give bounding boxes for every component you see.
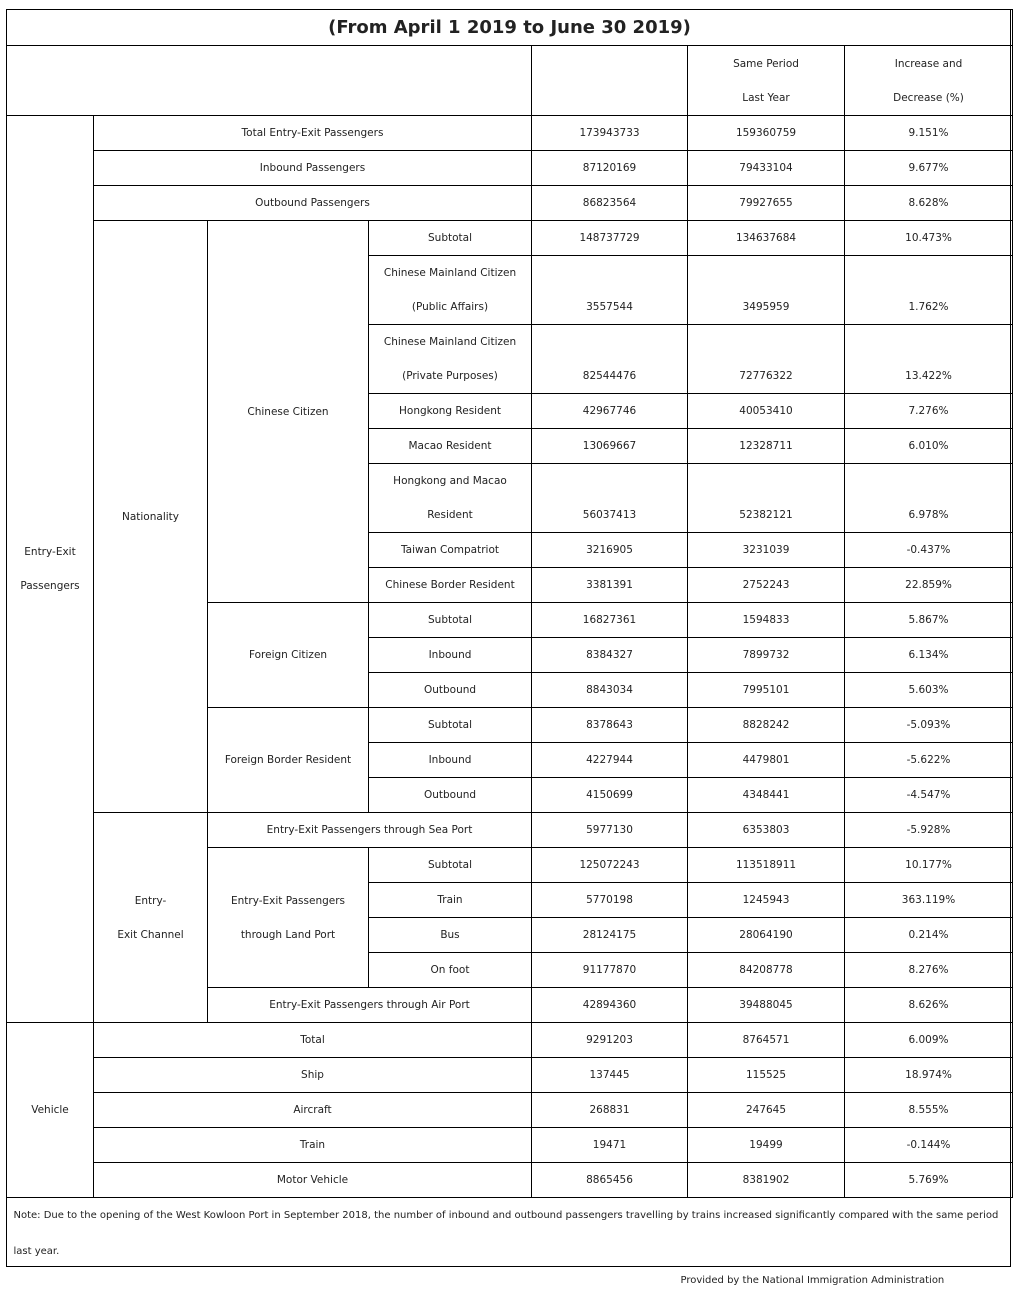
- group-chinese-citizen: Chinese Citizen: [208, 221, 369, 603]
- row-label-l1: Chinese Mainland Citizen: [383, 336, 517, 348]
- value-current: 42967746: [532, 394, 688, 429]
- value-last-year: 4479801: [688, 743, 845, 778]
- note-row: [7, 1198, 1013, 1271]
- value-current: 137445: [532, 1058, 688, 1093]
- value-last-year: 79927655: [688, 186, 845, 221]
- value-current: 148737729: [532, 221, 688, 256]
- value-last-year: 84208778: [688, 953, 845, 988]
- value-last-year: 7899732: [688, 638, 845, 673]
- value-change: -0.144%: [845, 1128, 1013, 1163]
- row-label-l1: Hongkong and Macao: [393, 475, 507, 487]
- row-label: [369, 464, 532, 533]
- value-last-year: 3231039: [688, 533, 845, 568]
- value-current: 19471: [532, 1128, 688, 1163]
- value-last-year: 28064190: [688, 918, 845, 953]
- row-label: Hongkong Resident: [369, 394, 532, 429]
- value-last-year: 39488045: [688, 988, 845, 1023]
- group-foreign-citizen: Foreign Citizen: [208, 603, 369, 708]
- row-label: Subtotal: [369, 221, 532, 256]
- row-label: Train: [94, 1128, 532, 1163]
- value-current: 4150699: [532, 778, 688, 813]
- table-row: [7, 1058, 1013, 1093]
- value-current: 28124175: [532, 918, 688, 953]
- row-label: Outbound Passengers: [94, 186, 532, 221]
- value-current: 9291203: [532, 1023, 688, 1058]
- group-foreign-border-resident: Foreign Border Resident: [208, 708, 369, 813]
- row-label: Ship: [94, 1058, 532, 1093]
- row-label-l2: Resident: [427, 509, 473, 521]
- value-last-year: 113518911: [688, 848, 845, 883]
- header-change-l2: Decrease (%): [893, 91, 964, 104]
- value-current: 86823564: [532, 186, 688, 221]
- value-last-year: 40053410: [688, 394, 845, 429]
- value-current: 8843034: [532, 673, 688, 708]
- group-passengers: [7, 116, 94, 1023]
- row-label: Inbound: [369, 743, 532, 778]
- header-last-year-l2: Last Year: [742, 91, 790, 104]
- table-row: [7, 151, 1013, 186]
- table-row: [7, 116, 1013, 151]
- group-passengers-l2: Passengers: [20, 580, 80, 592]
- value-last-year: 4348441: [688, 778, 845, 813]
- row-label: On foot: [369, 953, 532, 988]
- value-current: 5770198: [532, 883, 688, 918]
- row-label: Subtotal: [369, 603, 532, 638]
- row-label: Outbound: [369, 673, 532, 708]
- value-change: 8.628%: [845, 186, 1013, 221]
- header-row: [7, 46, 1013, 116]
- value-current: 82544476: [532, 325, 688, 394]
- row-label: Subtotal: [369, 708, 532, 743]
- value-current: 125072243: [532, 848, 688, 883]
- value-last-year: 52382121: [688, 464, 845, 533]
- value-last-year: 3495959: [688, 256, 845, 325]
- value-change: 6.009%: [845, 1023, 1013, 1058]
- value-change: 10.473%: [845, 221, 1013, 256]
- group-passengers-l1: Entry-Exit: [24, 546, 76, 558]
- group-nationality: Nationality: [94, 221, 208, 813]
- value-change: 8.276%: [845, 953, 1013, 988]
- value-last-year: 134637684: [688, 221, 845, 256]
- header-current: [532, 46, 688, 116]
- value-last-year: 7995101: [688, 673, 845, 708]
- value-change: 7.276%: [845, 394, 1013, 429]
- value-current: 8865456: [532, 1163, 688, 1198]
- value-change: 5.603%: [845, 673, 1013, 708]
- value-current: 4227944: [532, 743, 688, 778]
- value-change: 9.151%: [845, 116, 1013, 151]
- row-label: Inbound Passengers: [94, 151, 532, 186]
- group-channel-l2: Exit Channel: [117, 928, 184, 941]
- value-change: -5.928%: [845, 813, 1013, 848]
- value-last-year: 8381902: [688, 1163, 845, 1198]
- row-label: Macao Resident: [369, 429, 532, 464]
- value-current: 91177870: [532, 953, 688, 988]
- group-channel: [94, 813, 208, 1023]
- row-label: [369, 256, 532, 325]
- value-last-year: 19499: [688, 1128, 845, 1163]
- group-vehicle: Vehicle: [7, 1023, 94, 1198]
- value-change: 8.555%: [845, 1093, 1013, 1128]
- value-change: 5.867%: [845, 603, 1013, 638]
- value-change: -5.093%: [845, 708, 1013, 743]
- row-label: Total Entry-Exit Passengers: [94, 116, 532, 151]
- row-label: Entry-Exit Passengers through Air Port: [208, 988, 532, 1023]
- footnote: Note: Due to the opening of the West Kowloon Port in September 2018, the number of inbound and outbound passengers travelling by trains increased significantly compared with the same period last year.: [13, 1210, 999, 1257]
- row-label: Train: [369, 883, 532, 918]
- value-last-year: 12328711: [688, 429, 845, 464]
- table-row: [7, 186, 1013, 221]
- table-row: [7, 1163, 1013, 1198]
- value-current: 87120169: [532, 151, 688, 186]
- group-land-port-l2: through Land Port: [240, 928, 336, 941]
- row-label: Inbound: [369, 638, 532, 673]
- row-label: Bus: [369, 918, 532, 953]
- group-land-port-l1: Entry-Exit Passengers: [230, 894, 346, 907]
- row-label: [369, 325, 532, 394]
- value-change: 0.214%: [845, 918, 1013, 953]
- value-current: 3216905: [532, 533, 688, 568]
- row-label: Subtotal: [369, 848, 532, 883]
- value-change: 8.626%: [845, 988, 1013, 1023]
- value-change: 6.134%: [845, 638, 1013, 673]
- value-last-year: 8764571: [688, 1023, 845, 1058]
- value-last-year: 1245943: [688, 883, 845, 918]
- provided-by: Provided by the National Immigration Administration: [680, 1275, 945, 1286]
- group-land-port: [208, 848, 369, 988]
- provided-row: [7, 1270, 1013, 1302]
- value-current: 16827361: [532, 603, 688, 638]
- table-row: [7, 221, 1013, 256]
- value-current: 56037413: [532, 464, 688, 533]
- row-label: Total: [94, 1023, 532, 1058]
- value-last-year: 72776322: [688, 325, 845, 394]
- value-change: 10.177%: [845, 848, 1013, 883]
- value-change: -0.437%: [845, 533, 1013, 568]
- value-change: 6.010%: [845, 429, 1013, 464]
- value-change: 13.422%: [845, 325, 1013, 394]
- value-change: -5.622%: [845, 743, 1013, 778]
- row-label: Motor Vehicle: [94, 1163, 532, 1198]
- value-current: 3557544: [532, 256, 688, 325]
- value-last-year: 79433104: [688, 151, 845, 186]
- row-label: Taiwan Compatriot: [369, 533, 532, 568]
- value-current: 42894360: [532, 988, 688, 1023]
- value-change: 363.119%: [845, 883, 1013, 918]
- value-last-year: 6353803: [688, 813, 845, 848]
- table-row: [7, 813, 1013, 848]
- value-current: 8378643: [532, 708, 688, 743]
- value-last-year: 247645: [688, 1093, 845, 1128]
- row-label-l1: Chinese Mainland Citizen: [383, 267, 517, 279]
- table-row: [7, 1023, 1013, 1058]
- value-current: 13069667: [532, 429, 688, 464]
- value-last-year: 1594833: [688, 603, 845, 638]
- value-change: 22.859%: [845, 568, 1013, 603]
- header-blank: [7, 46, 532, 116]
- value-last-year: 2752243: [688, 568, 845, 603]
- page-title: (From April 1 2019 to June 30 2019): [7, 10, 1013, 46]
- row-label-l2: (Public Affairs): [411, 301, 489, 313]
- table-row: [7, 1093, 1013, 1128]
- header-change-l1: Increase and: [894, 57, 963, 70]
- title-row: [7, 10, 1013, 46]
- row-label: Aircraft: [94, 1093, 532, 1128]
- row-label: Chinese Border Resident: [369, 568, 532, 603]
- group-channel-l1: Entry-: [134, 894, 167, 907]
- value-change: 1.762%: [845, 256, 1013, 325]
- header-change: [845, 46, 1013, 116]
- value-change: 6.978%: [845, 464, 1013, 533]
- value-change: -4.547%: [845, 778, 1013, 813]
- value-last-year: 159360759: [688, 116, 845, 151]
- value-current: 8384327: [532, 638, 688, 673]
- value-current: 5977130: [532, 813, 688, 848]
- value-current: 173943733: [532, 116, 688, 151]
- row-label: Outbound: [369, 778, 532, 813]
- value-last-year: 8828242: [688, 708, 845, 743]
- header-last-year-l1: Same Period: [733, 57, 799, 70]
- statistics-table: [6, 9, 1013, 1302]
- value-current: 3381391: [532, 568, 688, 603]
- value-last-year: 115525: [688, 1058, 845, 1093]
- value-change: 9.677%: [845, 151, 1013, 186]
- value-change: 18.974%: [845, 1058, 1013, 1093]
- row-label: Entry-Exit Passengers through Sea Port: [208, 813, 532, 848]
- value-current: 268831: [532, 1093, 688, 1128]
- table-row: [7, 1128, 1013, 1163]
- value-change: 5.769%: [845, 1163, 1013, 1198]
- header-last-year: [688, 46, 845, 116]
- row-label-l2: (Private Purposes): [402, 370, 498, 382]
